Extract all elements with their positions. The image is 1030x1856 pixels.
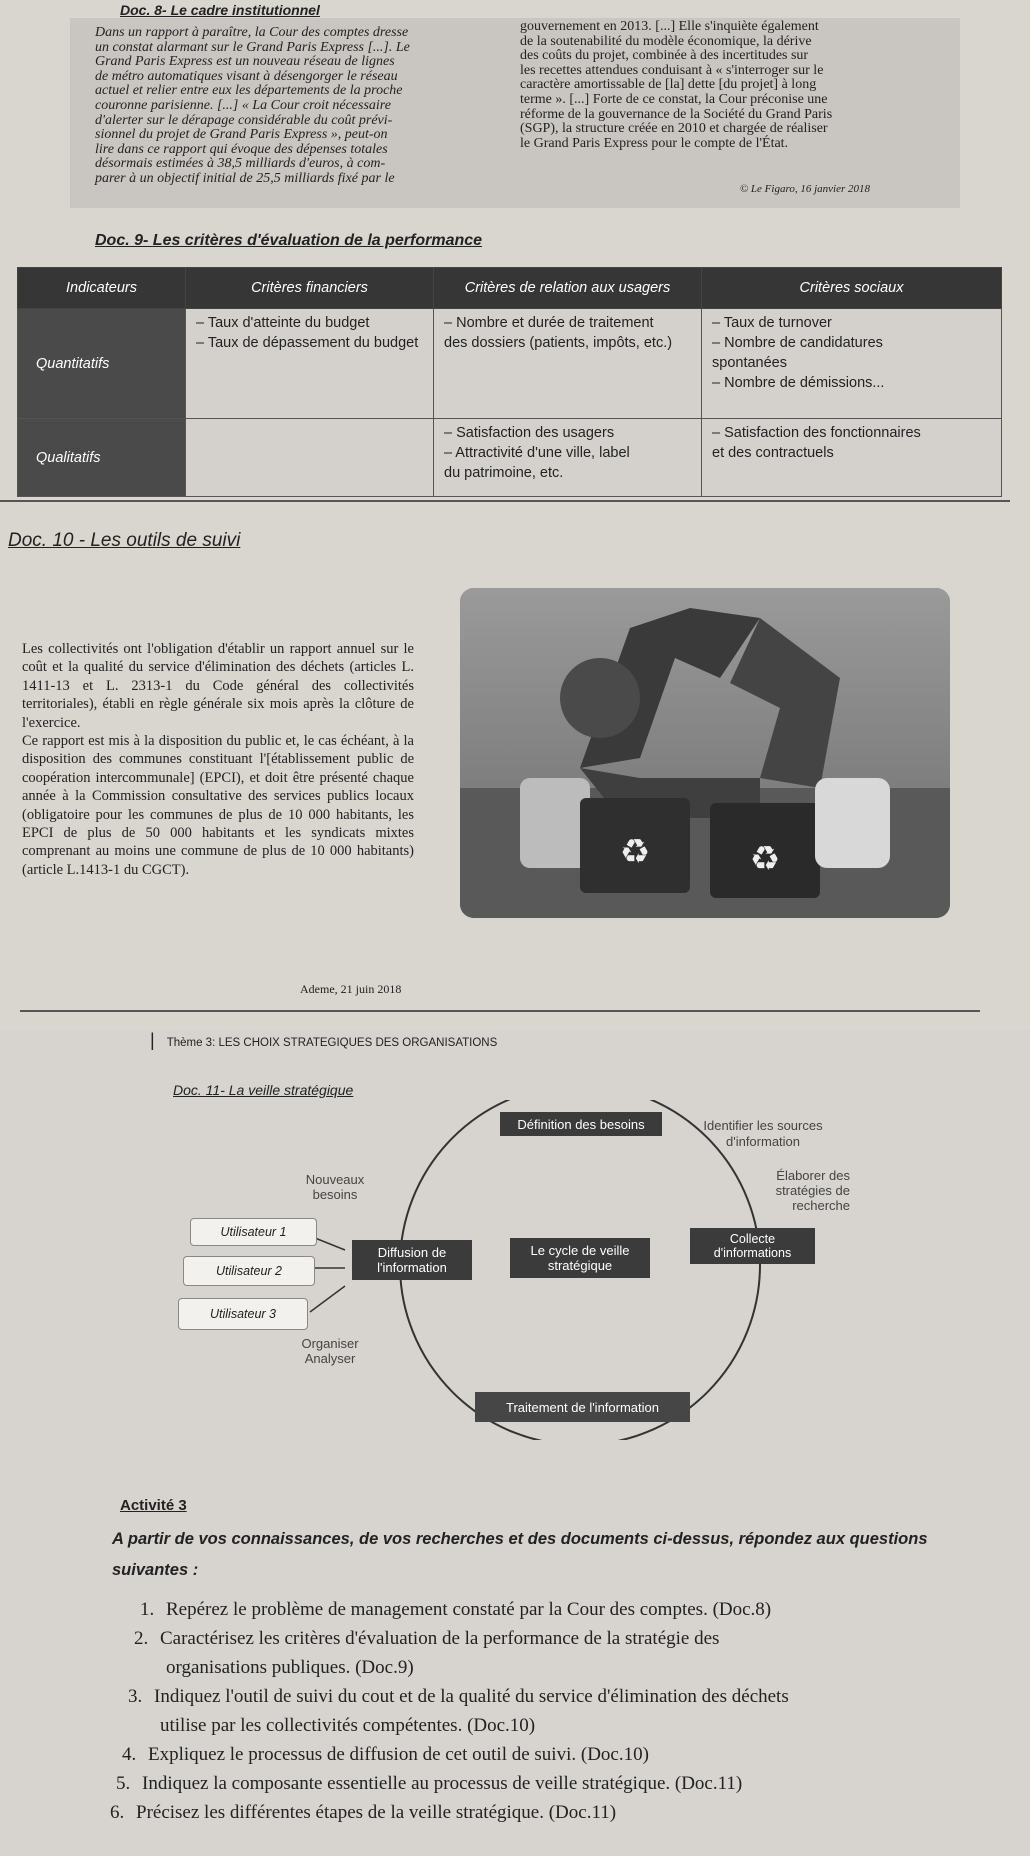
user-box-3: Utilisateur 3 [178, 1298, 308, 1330]
activity-title: Activité 3 [120, 1497, 187, 1514]
question-number: 1. [140, 1599, 155, 1620]
table-cell [186, 419, 434, 497]
question-number: 2. [134, 1628, 149, 1649]
table-cell [434, 419, 702, 497]
doc10-title: Doc. 10 - Les outils de suivi [8, 530, 241, 551]
doc8-line: parer à un objectif initial de 25,5 milliards fixé par le [95, 170, 395, 186]
question-4 [122, 1740, 649, 1769]
collecte-box: Collecte d'informations [690, 1228, 815, 1264]
question-3-continued: utilise par les collectivités compétentes. (Doc.10) [160, 1715, 536, 1736]
definition-besoins-box: Définition des besoins [500, 1112, 662, 1136]
doc8-line: couronne parisienne. [...] « La Cour croit nécessaire [95, 97, 391, 113]
question-text: Repérez le problème de management constaté par la Cour des comptes. (Doc.8) [166, 1599, 772, 1620]
doc8-line: (SGP), la structure créée en 2010 et chargée de réaliser [520, 121, 828, 137]
theme-heading: | Thème 3: LES CHOIX STRATEGIQUES DES ORGANISATIONS [150, 1030, 498, 1050]
question-text: Indiquez l'outil de suivi du cout et de la qualité du service d'élimination des déchets [154, 1686, 789, 1707]
diffusion-box: Diffusion de l'information [352, 1240, 472, 1280]
cell-line: du patrimoine, etc. [444, 465, 564, 481]
recycling-bins-photo [460, 588, 950, 918]
doc8-title: Doc. 8- Le cadre institutionnel [120, 2, 320, 18]
question-3 [128, 1682, 789, 1711]
doc8-line: de la soutenabilité du modèle économique, la dérive [520, 33, 812, 49]
row-label: Quantitatifs [18, 309, 186, 419]
question-text: Indiquez la composante essentielle au processus de veille stratégique. (Doc.11) [142, 1773, 743, 1794]
cell-line: – Taux de dépassement du budget [196, 335, 419, 351]
doc9-title: Doc. 9- Les critères d'évaluation de la performance [95, 232, 483, 249]
doc8-line: sionnel du projet de Grand Paris Express », peut-on [95, 127, 388, 143]
question-number: 6. [110, 1802, 125, 1823]
question-2-continued: organisations publiques. (Doc.9) [166, 1657, 414, 1678]
doc10-source: Ademe, 21 juin 2018 [300, 982, 402, 996]
table-cell [702, 309, 1002, 419]
question-6 [110, 1798, 616, 1827]
svg-text:♻: ♻ [619, 834, 651, 871]
divider [20, 1010, 980, 1012]
cell-line: des dossiers (patients, impôts, etc.) [444, 335, 673, 351]
traitement-box: Traitement de l'information [475, 1392, 690, 1422]
doc8-line: actuel et relier entre eux les départements de la proche [95, 83, 403, 99]
doc11-title: Doc. 11- La veille stratégique [173, 1082, 354, 1098]
table-row [18, 309, 1002, 419]
doc8-left-column [95, 26, 510, 187]
cell-line: – Attractivité d'une ville, label [444, 445, 630, 461]
doc8-line: gouvernement en 2013. [...] Elle s'inquiète également [520, 19, 819, 34]
table-header: Critères sociaux [702, 268, 1002, 309]
svg-text:♻: ♻ [749, 841, 781, 878]
cell-line: et des contractuels [712, 445, 834, 461]
cell-line: – Satisfaction des fonctionnaires [712, 425, 921, 441]
question-2 [134, 1624, 719, 1653]
table-header: Critères de relation aux usagers [434, 268, 702, 309]
table-header: Critères financiers [186, 268, 434, 309]
doc8-line: de métro automatiques visant à désengorger le réseau [95, 68, 398, 84]
table-cell [434, 309, 702, 419]
identifier-sources-label: Identifier les sources d'information [703, 1118, 823, 1149]
cell-line: – Satisfaction des usagers [444, 425, 615, 441]
doc10-paragraph: Ce rapport est mis à la disposition du public et, le cas échéant, à la disposition des communes constituant l'[établissement public de coopération intercommunale] (EPCI), et doit être présenté chaque année à la Commission consultative des services publics locaux (obligatoire pour les communes de plus de 10 000 habitants, les EPCI de plus de 50 000 habitants et les syndicats mixtes comprenant au moins une commune de plus de 10 000 habitants) (article L.1413-1 du CGCT). [22, 733, 414, 878]
doc8-line: le Grand Paris Express pour le compte de l'État. [520, 135, 789, 151]
theme-text: Thème 3: LES CHOIX STRATEGIQUES DES ORGANISATIONS [166, 1037, 498, 1049]
doc8-line: un constat alarmant sur le Grand Paris Express [...]. Le [95, 39, 410, 55]
nouveaux-besoins-label: Nouveaux besoins [305, 1172, 365, 1202]
elaborer-strategies-label: Élaborer des stratégies de recherche [775, 1168, 850, 1213]
question-text: Précisez les différentes étapes de la veille stratégique. (Doc.11) [136, 1802, 617, 1823]
table-header: Indicateurs [18, 268, 186, 309]
table-cell [186, 309, 434, 419]
activity-intro: A partir de vos connaissances, de vos recherches et des documents ci-dessus, répondez aux questions suivantes : [112, 1530, 928, 1579]
arrow-to-user3 [310, 1286, 345, 1312]
cell-line: – Taux de turnover [712, 315, 832, 331]
question-number: 3. [128, 1686, 143, 1707]
doc8-line: d'alerter sur le dérapage considérable du coût prévi- [95, 112, 393, 128]
cell-line: – Nombre de candidatures [712, 335, 883, 351]
cycle-center-box: Le cycle de veille stratégique [510, 1238, 650, 1278]
table-cell [702, 419, 1002, 497]
performance-criteria-table [17, 267, 1002, 497]
doc8-line: désormais estimées à 38,5 milliards d'euros, à com- [95, 156, 386, 172]
doc8-line: réforme de la gouvernance de la Société du Grand Paris [520, 106, 833, 122]
divider [0, 500, 1010, 502]
question-text: Caractérisez les critères d'évaluation de la performance de la stratégie des [160, 1628, 720, 1649]
doc8-line: Dans un rapport à paraître, la Cour des comptes dresse [95, 25, 409, 40]
doc10-paragraph: Les collectivités ont l'obligation d'établir un rapport annuel sur le coût et la qualité du service d'élimination des déchets (articles L. 1411-13 et L. 2313-1 du Code général des collectivités territoriales), établi en règle générale six mois après la clôture de l'exercice. [22, 641, 414, 731]
question-5 [116, 1769, 742, 1798]
doc8-line: terme ». [...] Forte de ce constat, la Cour préconise une [520, 91, 828, 107]
row-label: Qualitatifs [18, 419, 186, 497]
doc8-source: © Le Figaro, 16 janvier 2018 [739, 183, 870, 195]
doc8-line: caractère amortissable de [la] dette [du projet] à long [520, 77, 817, 93]
recycling-illustration [460, 588, 950, 918]
doc8-line: des coûts du projet, combinée à des incertitudes sur [520, 48, 809, 64]
question-number: 5. [116, 1773, 131, 1794]
question-1 [140, 1595, 771, 1624]
cell-line: – Nombre de démissions... [712, 375, 885, 391]
doc8-line: lire dans ce rapport qui évoque des dépenses totales [95, 141, 388, 157]
user-box-2: Utilisateur 2 [183, 1256, 315, 1286]
doc8-line: les recettes attendues conduisant à « s'interroger sur le [520, 62, 824, 78]
cell-line: – Taux d'atteinte du budget [196, 315, 370, 331]
doc8-right-column [520, 20, 945, 151]
doc8-article [70, 18, 960, 208]
doc8-line: Grand Paris Express est un nouveau réseau de lignes [95, 54, 395, 70]
cell-line: – Nombre et durée de traitement [444, 315, 654, 331]
user-box-1: Utilisateur 1 [190, 1218, 317, 1246]
cell-line: spontanées [712, 355, 787, 371]
doc10-text [22, 640, 414, 879]
table-row [18, 419, 1002, 497]
question-text: Expliquez le processus de diffusion de cet outil de suivi. (Doc.10) [148, 1744, 649, 1765]
question-number: 4. [122, 1744, 137, 1765]
organiser-analyser-label: Organiser Analyser [301, 1336, 359, 1366]
